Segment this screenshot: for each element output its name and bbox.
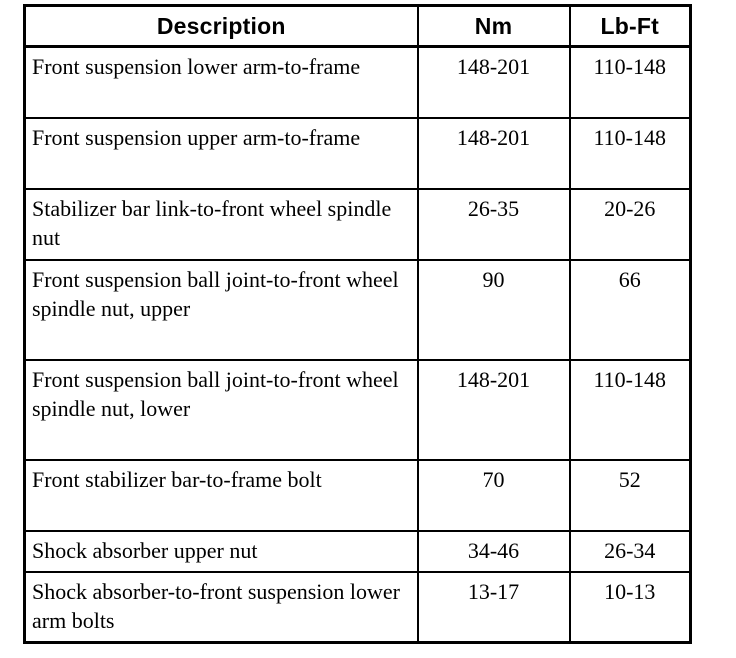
- header-description: Description: [25, 6, 418, 47]
- torque-spec-table: [23, 4, 692, 644]
- cell-nm: 148-201: [418, 118, 570, 189]
- cell-lbft: 52: [570, 460, 691, 531]
- cell-nm: 148-201: [418, 360, 570, 460]
- header-nm: Nm: [418, 6, 570, 47]
- cell-description: Front stabilizer bar-to-frame bolt: [25, 460, 418, 531]
- cell-nm: 90: [418, 260, 570, 360]
- cell-lbft: 110-148: [570, 47, 691, 118]
- cell-nm: 26-35: [418, 189, 570, 260]
- cell-nm: 34-46: [418, 531, 570, 572]
- cell-lbft: 10-13: [570, 572, 691, 643]
- cell-nm: 148-201: [418, 47, 570, 118]
- cell-description: Front suspension lower arm-to-frame: [25, 47, 418, 118]
- cell-description: Front suspension ball joint-to-front wheel spindle nut, upper: [25, 260, 418, 360]
- table-row: [25, 260, 691, 360]
- cell-description: Shock absorber-to-front suspension lower arm bolts: [25, 572, 418, 643]
- table-row: [25, 531, 691, 572]
- table-row: [25, 572, 691, 643]
- table-row: [25, 360, 691, 460]
- table-row: [25, 118, 691, 189]
- header-lbft: Lb-Ft: [570, 6, 691, 47]
- cell-nm: 70: [418, 460, 570, 531]
- cell-lbft: 110-148: [570, 360, 691, 460]
- header-row: [25, 6, 691, 47]
- cell-description: Stabilizer bar link-to-front wheel spindle nut: [25, 189, 418, 260]
- cell-description: Shock absorber upper nut: [25, 531, 418, 572]
- table-row: [25, 460, 691, 531]
- cell-lbft: 66: [570, 260, 691, 360]
- cell-lbft: 20-26: [570, 189, 691, 260]
- cell-nm: 13-17: [418, 572, 570, 643]
- cell-description: Front suspension upper arm-to-frame: [25, 118, 418, 189]
- cell-lbft: 110-148: [570, 118, 691, 189]
- cell-description: Front suspension ball joint-to-front wheel spindle nut, lower: [25, 360, 418, 460]
- cell-lbft: 26-34: [570, 531, 691, 572]
- table-row: [25, 189, 691, 260]
- table-row: [25, 47, 691, 118]
